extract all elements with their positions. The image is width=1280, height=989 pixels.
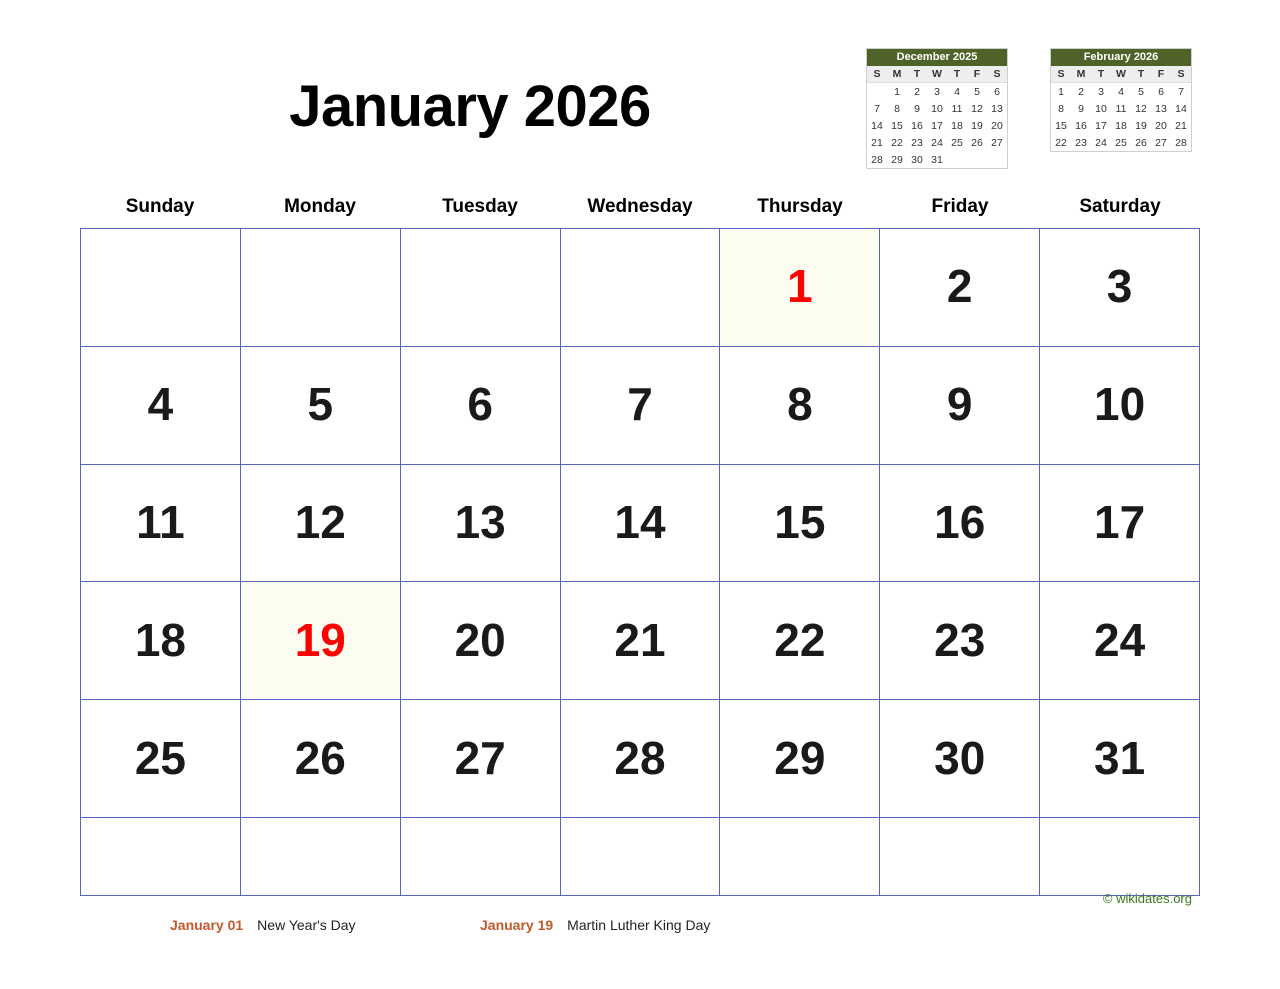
mini-weekday-label: S bbox=[1171, 66, 1191, 83]
mini-day-9[interactable]: 9 bbox=[1078, 102, 1084, 115]
mini-week-row bbox=[867, 100, 1007, 117]
mini-day-10[interactable]: 10 bbox=[1095, 102, 1107, 115]
day-number: 8 bbox=[787, 378, 813, 431]
page-title: January 2026 bbox=[289, 74, 651, 139]
mini-day-15[interactable]: 15 bbox=[1055, 119, 1067, 132]
week-row bbox=[81, 818, 1200, 896]
day-cell-26[interactable] bbox=[241, 700, 401, 818]
day-cell-25[interactable] bbox=[81, 700, 241, 818]
mini-day-24[interactable]: 24 bbox=[931, 136, 943, 149]
mini-day-14[interactable]: 14 bbox=[1175, 102, 1187, 115]
day-number: 1 bbox=[787, 260, 813, 313]
day-cell-empty[interactable] bbox=[720, 818, 880, 896]
weekday-label-wednesday: Wednesday bbox=[587, 196, 693, 217]
mini-day-12[interactable]: 12 bbox=[971, 102, 983, 115]
mini-day-28[interactable]: 28 bbox=[1175, 136, 1187, 149]
mini-day-18[interactable]: 18 bbox=[951, 119, 963, 132]
weekday-label-monday: Monday bbox=[284, 196, 356, 217]
day-cell-14[interactable] bbox=[561, 465, 721, 583]
mini-weekday-label: T bbox=[1091, 66, 1111, 83]
day-cell-22[interactable] bbox=[720, 582, 880, 700]
day-number: 4 bbox=[147, 378, 174, 431]
mini-calendar-previous-month bbox=[866, 48, 1008, 169]
day-cell-27[interactable] bbox=[401, 700, 561, 818]
credit-text: wikidates.org bbox=[1116, 891, 1192, 906]
day-cell-11[interactable] bbox=[81, 465, 241, 583]
mini-day-15[interactable]: 15 bbox=[891, 119, 903, 132]
day-number: 14 bbox=[614, 496, 666, 549]
day-number: 16 bbox=[934, 496, 986, 549]
mini-day-9[interactable]: 9 bbox=[914, 102, 920, 115]
mini-day-3[interactable]: 3 bbox=[1098, 85, 1104, 98]
week-row bbox=[81, 347, 1200, 465]
mini-day-6[interactable]: 6 bbox=[1158, 85, 1164, 98]
day-cell-empty[interactable] bbox=[241, 818, 401, 896]
calendar-footer bbox=[80, 891, 1200, 955]
week-row bbox=[81, 582, 1200, 700]
week-row bbox=[81, 700, 1200, 818]
mini-day-1[interactable]: 1 bbox=[894, 85, 900, 98]
mini-day-8[interactable]: 8 bbox=[894, 102, 900, 115]
day-cell-empty[interactable] bbox=[880, 818, 1040, 896]
day-number: 28 bbox=[614, 731, 666, 784]
mini-day-empty bbox=[947, 151, 967, 168]
mini-day-20[interactable]: 20 bbox=[991, 119, 1003, 132]
day-number: 12 bbox=[294, 496, 346, 549]
mini-day-27[interactable]: 27 bbox=[991, 136, 1003, 149]
day-cell-empty[interactable] bbox=[81, 229, 241, 347]
weekday-label-sunday: Sunday bbox=[125, 196, 195, 217]
day-number: 30 bbox=[934, 731, 986, 784]
copyright-icon: © bbox=[1102, 891, 1113, 906]
mini-calendar-title[interactable]: December 2025 bbox=[867, 49, 1007, 66]
day-cell-empty[interactable] bbox=[561, 229, 721, 347]
day-cell-3[interactable] bbox=[1040, 229, 1200, 347]
day-number: 20 bbox=[454, 613, 506, 666]
day-cell-9[interactable] bbox=[880, 347, 1040, 465]
weekday-label-friday: Friday bbox=[931, 196, 989, 217]
day-cell-1[interactable] bbox=[720, 229, 880, 347]
mini-day-14[interactable]: 14 bbox=[871, 119, 883, 132]
day-number: 24 bbox=[1094, 613, 1146, 666]
mini-day-28[interactable]: 28 bbox=[871, 153, 883, 166]
mini-day-11[interactable]: 11 bbox=[951, 102, 963, 115]
mini-day-empty bbox=[867, 83, 887, 101]
day-cell-28[interactable] bbox=[561, 700, 721, 818]
mini-day-13[interactable]: 13 bbox=[1155, 102, 1167, 115]
day-cell-2[interactable] bbox=[880, 229, 1040, 347]
day-cell-29[interactable] bbox=[720, 700, 880, 818]
day-cell-empty[interactable] bbox=[1040, 818, 1200, 896]
day-number: 5 bbox=[307, 378, 334, 431]
mini-calendar-title[interactable]: February 2026 bbox=[1051, 49, 1191, 66]
mini-weekday-label: S bbox=[867, 66, 887, 83]
day-number: 27 bbox=[454, 731, 506, 784]
mini-day-31[interactable]: 31 bbox=[931, 153, 943, 166]
mini-day-8[interactable]: 8 bbox=[1058, 102, 1064, 115]
day-cell-19[interactable] bbox=[241, 582, 401, 700]
holiday-date: January 19 bbox=[480, 917, 554, 933]
day-number: 10 bbox=[1094, 378, 1146, 431]
mini-weekday-label: W bbox=[927, 66, 947, 83]
day-cell-empty[interactable] bbox=[401, 818, 561, 896]
weekday-label-thursday: Thursday bbox=[757, 196, 843, 217]
mini-weekday-label: T bbox=[907, 66, 927, 83]
day-cell-18[interactable] bbox=[81, 582, 241, 700]
day-cell-12[interactable] bbox=[241, 465, 401, 583]
day-cell-empty[interactable] bbox=[561, 818, 721, 896]
day-number: 22 bbox=[774, 613, 826, 666]
holiday-name: Martin Luther King Day bbox=[567, 917, 711, 933]
mini-day-29[interactable]: 29 bbox=[891, 153, 903, 166]
day-cell-15[interactable] bbox=[720, 465, 880, 583]
holiday-name: New Year's Day bbox=[257, 917, 356, 933]
mini-week-row bbox=[1051, 134, 1191, 151]
day-cell-6[interactable] bbox=[401, 347, 561, 465]
mini-day-6[interactable]: 6 bbox=[994, 85, 1000, 98]
day-cell-23[interactable] bbox=[880, 582, 1040, 700]
holiday-date: January 01 bbox=[170, 917, 244, 933]
mini-day-22[interactable]: 22 bbox=[1055, 136, 1067, 149]
mini-week-row bbox=[1051, 100, 1191, 117]
day-number: 15 bbox=[774, 496, 826, 549]
mini-day-21[interactable]: 21 bbox=[871, 136, 883, 149]
mini-day-23[interactable]: 23 bbox=[911, 136, 923, 149]
day-cell-10[interactable] bbox=[1040, 347, 1200, 465]
credit-label bbox=[1103, 891, 1192, 906]
day-number: 23 bbox=[934, 613, 986, 666]
mini-day-3[interactable]: 3 bbox=[934, 85, 940, 98]
day-number: 17 bbox=[1094, 496, 1146, 549]
day-cell-24[interactable] bbox=[1040, 582, 1200, 700]
day-number: 25 bbox=[134, 731, 187, 784]
mini-week-row bbox=[867, 134, 1007, 151]
mini-day-26[interactable]: 26 bbox=[1135, 136, 1147, 149]
mini-week-row bbox=[1051, 117, 1191, 134]
mini-day-1[interactable]: 1 bbox=[1058, 85, 1064, 98]
mini-week-row bbox=[867, 83, 1007, 101]
day-cell-17[interactable] bbox=[1040, 465, 1200, 583]
mini-day-5[interactable]: 5 bbox=[1138, 85, 1144, 98]
mini-day-5[interactable]: 5 bbox=[974, 85, 980, 98]
day-number: 29 bbox=[774, 731, 826, 784]
day-cell-empty[interactable] bbox=[241, 229, 401, 347]
mini-weekday-label: S bbox=[1051, 66, 1071, 83]
calendar-header bbox=[0, 0, 1280, 186]
holiday-note bbox=[480, 917, 710, 933]
mini-weekday-label: F bbox=[1151, 66, 1171, 83]
holiday-note bbox=[170, 917, 356, 933]
mini-week-row bbox=[1051, 83, 1191, 101]
mini-day-7[interactable]: 7 bbox=[1178, 85, 1184, 98]
mini-day-empty bbox=[967, 151, 987, 168]
mini-day-2[interactable]: 2 bbox=[1078, 85, 1084, 98]
day-number: 6 bbox=[467, 378, 493, 431]
week-row bbox=[81, 229, 1200, 347]
day-number: 7 bbox=[627, 378, 653, 431]
mini-day-27[interactable]: 27 bbox=[1155, 136, 1167, 149]
mini-weekday-label: T bbox=[1131, 66, 1151, 83]
mini-weekday-label: F bbox=[967, 66, 987, 83]
mini-day-19[interactable]: 19 bbox=[1135, 119, 1147, 132]
day-number: 31 bbox=[1094, 731, 1146, 784]
mini-day-25[interactable]: 25 bbox=[1115, 136, 1127, 149]
day-cell-empty[interactable] bbox=[401, 229, 561, 347]
day-number: 26 bbox=[294, 731, 346, 784]
day-cell-13[interactable] bbox=[401, 465, 561, 583]
mini-day-17[interactable]: 17 bbox=[931, 119, 943, 132]
day-cell-16[interactable] bbox=[880, 465, 1040, 583]
mini-weekday-label: T bbox=[947, 66, 967, 83]
day-number: 9 bbox=[946, 378, 973, 431]
day-number: 21 bbox=[614, 613, 666, 666]
day-number: 18 bbox=[134, 613, 187, 666]
mini-weekday-label: W bbox=[1111, 66, 1131, 83]
day-number: 2 bbox=[946, 260, 973, 313]
mini-day-16[interactable]: 16 bbox=[1075, 119, 1087, 132]
mini-weekday-label: S bbox=[987, 66, 1007, 83]
day-cell-20[interactable] bbox=[401, 582, 561, 700]
mini-day-2[interactable]: 2 bbox=[914, 85, 920, 98]
mini-day-4[interactable]: 4 bbox=[954, 85, 960, 98]
day-cell-8[interactable] bbox=[720, 347, 880, 465]
mini-day-21[interactable]: 21 bbox=[1175, 119, 1187, 132]
mini-day-26[interactable]: 26 bbox=[971, 136, 983, 149]
month-grid bbox=[80, 228, 1200, 896]
mini-day-19[interactable]: 19 bbox=[971, 119, 983, 132]
mini-weekday-label: M bbox=[1071, 66, 1091, 83]
mini-week-row bbox=[867, 151, 1007, 168]
weekday-label-tuesday: Tuesday bbox=[442, 196, 518, 217]
mini-day-23[interactable]: 23 bbox=[1075, 136, 1087, 149]
mini-day-22[interactable]: 22 bbox=[891, 136, 903, 149]
day-cell-4[interactable] bbox=[81, 347, 241, 465]
day-cell-empty[interactable] bbox=[81, 818, 241, 896]
mini-week-row bbox=[867, 117, 1007, 134]
day-number: 19 bbox=[294, 613, 346, 666]
day-cell-30[interactable] bbox=[880, 700, 1040, 818]
day-number: 3 bbox=[1106, 260, 1133, 313]
mini-day-12[interactable]: 12 bbox=[1135, 102, 1147, 115]
day-number: 11 bbox=[136, 496, 185, 549]
day-cell-31[interactable] bbox=[1040, 700, 1200, 818]
mini-day-16[interactable]: 16 bbox=[911, 119, 923, 132]
day-cell-21[interactable] bbox=[561, 582, 721, 700]
day-cell-7[interactable] bbox=[561, 347, 721, 465]
mini-day-25[interactable]: 25 bbox=[951, 136, 963, 149]
weekday-header-row bbox=[80, 196, 1200, 218]
mini-day-30[interactable]: 30 bbox=[911, 153, 923, 166]
mini-day-10[interactable]: 10 bbox=[931, 102, 943, 115]
mini-day-24[interactable]: 24 bbox=[1095, 136, 1107, 149]
mini-day-empty bbox=[987, 151, 1007, 168]
mini-day-7[interactable]: 7 bbox=[874, 102, 880, 115]
mini-day-18[interactable]: 18 bbox=[1115, 119, 1127, 132]
mini-day-4[interactable]: 4 bbox=[1118, 85, 1124, 98]
mini-day-20[interactable]: 20 bbox=[1155, 119, 1167, 132]
mini-day-17[interactable]: 17 bbox=[1095, 119, 1107, 132]
mini-weekday-label: M bbox=[887, 66, 907, 83]
weekday-label-saturday: Saturday bbox=[1079, 196, 1161, 217]
mini-calendar-next-month bbox=[1050, 48, 1192, 152]
week-row bbox=[81, 465, 1200, 583]
day-cell-5[interactable] bbox=[241, 347, 401, 465]
day-number: 13 bbox=[454, 496, 506, 549]
mini-day-11[interactable]: 11 bbox=[1115, 102, 1127, 115]
mini-day-13[interactable]: 13 bbox=[991, 102, 1003, 115]
